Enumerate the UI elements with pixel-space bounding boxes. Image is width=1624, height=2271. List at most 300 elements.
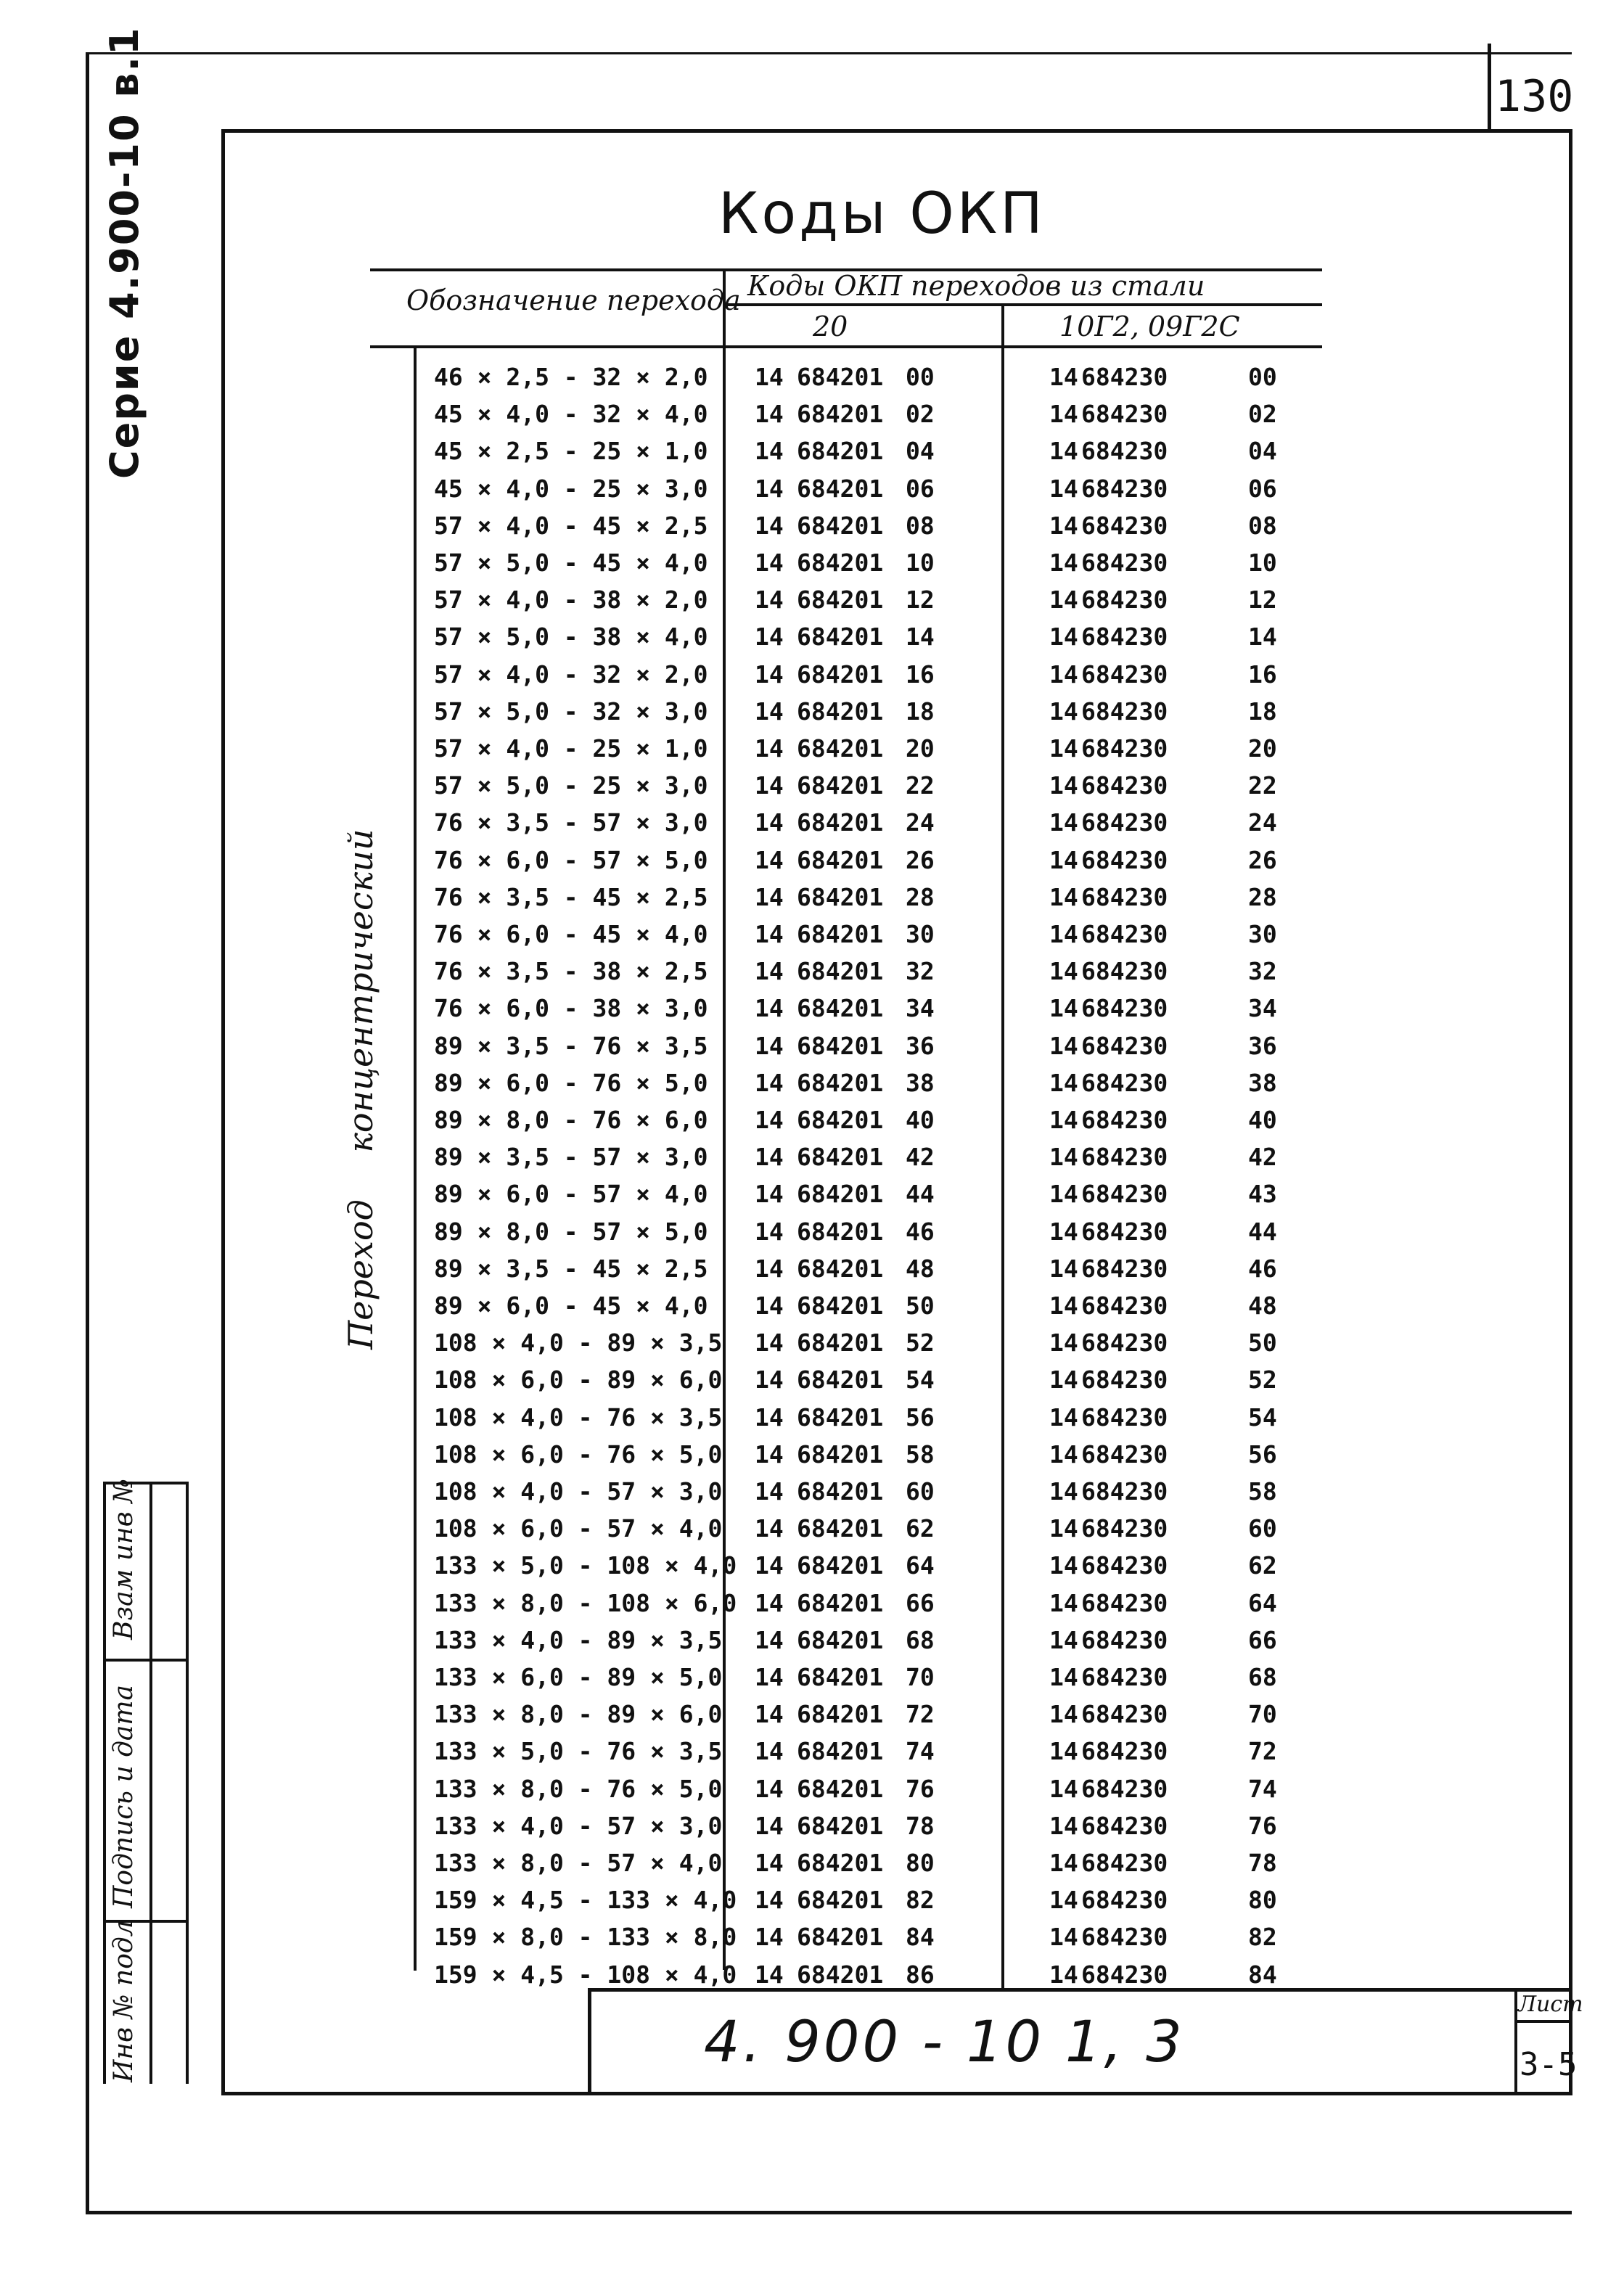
row-code-b-base: 684230 — [1081, 363, 1168, 391]
row-code-a-base: 684201 — [797, 1663, 884, 1691]
row-code-a-base: 684201 — [797, 845, 884, 874]
row-code-b-prefix: 14 — [1049, 1366, 1078, 1395]
row-code-b-base: 684230 — [1081, 1923, 1168, 1952]
row-code-b-base: 684230 — [1081, 1403, 1168, 1432]
row-designation: 89 × 3,5 - 45 × 2,5 — [434, 1254, 708, 1283]
row-code-a-suffix: 28 — [906, 882, 935, 911]
header-designation: Обозначение перехода — [406, 284, 741, 316]
row-code-b-base: 684230 — [1081, 511, 1168, 540]
row-code-a-prefix: 14 — [755, 400, 784, 429]
row-code-b-suffix: 16 — [1248, 660, 1277, 689]
row-code-a-prefix: 14 — [755, 1588, 784, 1617]
row-code-a-base: 684201 — [797, 1514, 884, 1543]
row-code-b-suffix: 40 — [1248, 1106, 1277, 1134]
row-code-b-prefix: 14 — [1049, 957, 1078, 986]
row-code-b-base: 684230 — [1081, 1217, 1168, 1246]
row-code-a-base: 684201 — [797, 1366, 884, 1395]
row-code-b-prefix: 14 — [1049, 882, 1078, 911]
row-code-a-suffix: 52 — [906, 1328, 935, 1358]
row-code-a-suffix: 64 — [906, 1551, 935, 1580]
row-code-a-base: 684201 — [797, 1328, 884, 1358]
row-designation: 76 × 6,0 - 57 × 5,0 — [434, 845, 708, 874]
row-code-a-prefix: 14 — [755, 1514, 784, 1543]
row-code-b-suffix: 76 — [1248, 1811, 1277, 1840]
row-code-a-suffix: 32 — [906, 957, 935, 986]
row-code-b-prefix: 14 — [1049, 1068, 1078, 1097]
row-code-b-suffix: 56 — [1248, 1440, 1277, 1469]
row-designation: 133 × 5,0 - 108 × 4,0 — [434, 1551, 737, 1580]
row-code-a-base: 684201 — [797, 1849, 884, 1877]
row-code-a-prefix: 14 — [755, 1143, 784, 1172]
row-code-a-prefix: 14 — [755, 1031, 784, 1060]
row-code-a-base: 684201 — [797, 994, 884, 1023]
row-designation: 133 × 8,0 - 108 × 6,0 — [434, 1588, 737, 1617]
row-code-b-prefix: 14 — [1049, 1143, 1078, 1172]
row-code-b-prefix: 14 — [1049, 734, 1078, 763]
row-code-a-base: 684201 — [797, 920, 884, 948]
row-code-a-suffix: 38 — [906, 1068, 935, 1097]
row-code-b-base: 684230 — [1081, 1625, 1168, 1654]
drawing-frame — [221, 129, 1572, 2095]
row-designation: 133 × 4,0 - 89 × 3,5 — [434, 1625, 723, 1654]
row-code-a-base: 684201 — [797, 1477, 884, 1506]
row-code-a-suffix: 82 — [906, 1886, 935, 1915]
row-code-b-suffix: 02 — [1248, 400, 1277, 429]
row-code-b-base: 684230 — [1081, 771, 1168, 800]
row-code-a-suffix: 46 — [906, 1217, 935, 1246]
row-code-a-base: 684201 — [797, 1440, 884, 1469]
row-code-b-prefix: 14 — [1049, 1625, 1078, 1654]
sheet-number-rule — [1514, 2020, 1572, 2023]
row-code-b-suffix: 14 — [1248, 623, 1277, 652]
row-code-b-prefix: 14 — [1049, 1477, 1078, 1506]
row-code-a-prefix: 14 — [755, 1737, 784, 1766]
row-code-b-base: 684230 — [1081, 1737, 1168, 1766]
row-designation: 89 × 6,0 - 76 × 5,0 — [434, 1068, 708, 1097]
row-code-b-suffix: 66 — [1248, 1625, 1277, 1654]
row-code-b-base: 684230 — [1081, 1366, 1168, 1395]
row-code-a-prefix: 14 — [755, 1923, 784, 1952]
row-code-b-base: 684230 — [1081, 1477, 1168, 1506]
row-code-b-prefix: 14 — [1049, 1254, 1078, 1283]
row-code-b-prefix: 14 — [1049, 771, 1078, 800]
row-code-a-base: 684201 — [797, 1923, 884, 1952]
row-code-b-prefix: 14 — [1049, 1328, 1078, 1358]
row-code-b-base: 684230 — [1081, 1663, 1168, 1691]
row-code-b-suffix: 52 — [1248, 1366, 1277, 1395]
row-code-b-prefix: 14 — [1049, 1700, 1078, 1729]
row-code-a-base: 684201 — [797, 1774, 884, 1803]
row-code-a-base: 684201 — [797, 1700, 884, 1729]
row-code-b-suffix: 24 — [1248, 808, 1277, 837]
group-label: Переход концентрический — [341, 829, 380, 1350]
row-code-b-base: 684230 — [1081, 623, 1168, 652]
row-code-b-suffix: 32 — [1248, 957, 1277, 986]
row-code-b-base: 684230 — [1081, 437, 1168, 466]
row-designation: 108 × 4,0 - 57 × 3,0 — [434, 1477, 723, 1506]
row-code-b-suffix: 54 — [1248, 1403, 1277, 1432]
row-code-b-suffix: 44 — [1248, 1217, 1277, 1246]
row-code-b-base: 684230 — [1081, 1180, 1168, 1209]
row-designation: 133 × 8,0 - 89 × 6,0 — [434, 1700, 723, 1729]
row-code-b-base: 684230 — [1081, 1143, 1168, 1172]
row-code-a-prefix: 14 — [755, 1477, 784, 1506]
row-code-b-base: 684230 — [1081, 1106, 1168, 1134]
row-code-a-prefix: 14 — [755, 1774, 784, 1803]
group-divider — [414, 345, 417, 1971]
row-code-a-prefix: 14 — [755, 994, 784, 1023]
row-code-b-base: 684230 — [1081, 1700, 1168, 1729]
row-code-a-suffix: 60 — [906, 1477, 935, 1506]
row-code-a-suffix: 20 — [906, 734, 935, 763]
row-code-a-base: 684201 — [797, 697, 884, 726]
row-code-a-suffix: 74 — [906, 1737, 935, 1766]
row-code-a-prefix: 14 — [755, 1291, 784, 1320]
row-code-a-base: 684201 — [797, 1811, 884, 1840]
row-code-b-prefix: 14 — [1049, 1663, 1078, 1691]
row-code-b-base: 684230 — [1081, 808, 1168, 837]
header-codes-title: Коды ОКП переходов из стали — [747, 270, 1205, 302]
row-code-a-prefix: 14 — [755, 1328, 784, 1358]
row-code-b-prefix: 14 — [1049, 1514, 1078, 1543]
row-code-a-prefix: 14 — [755, 697, 784, 726]
row-code-a-base: 684201 — [797, 808, 884, 837]
row-code-a-base: 684201 — [797, 1625, 884, 1654]
row-designation: 89 × 8,0 - 76 × 6,0 — [434, 1106, 708, 1134]
row-designation: 57 × 4,0 - 38 × 2,0 — [434, 586, 708, 615]
row-code-a-prefix: 14 — [755, 1068, 784, 1097]
row-code-b-suffix: 10 — [1248, 549, 1277, 577]
row-code-b-prefix: 14 — [1049, 1774, 1078, 1803]
column-divider-a — [723, 268, 726, 1970]
row-code-b-base: 684230 — [1081, 1328, 1168, 1358]
row-designation: 57 × 5,0 - 32 × 3,0 — [434, 697, 708, 726]
row-code-b-suffix: 22 — [1248, 771, 1277, 800]
row-code-b-prefix: 14 — [1049, 511, 1078, 540]
row-designation: 57 × 4,0 - 32 × 2,0 — [434, 660, 708, 689]
row-designation: 133 × 8,0 - 76 × 5,0 — [434, 1774, 723, 1803]
row-code-a-suffix: 58 — [906, 1440, 935, 1469]
row-code-b-base: 684230 — [1081, 1254, 1168, 1283]
row-code-a-suffix: 48 — [906, 1254, 935, 1283]
column-divider-b — [1001, 303, 1004, 1990]
row-designation: 108 × 6,0 - 89 × 6,0 — [434, 1366, 723, 1395]
row-code-b-suffix: 28 — [1248, 882, 1277, 911]
row-code-a-base: 684201 — [797, 1106, 884, 1134]
row-code-b-prefix: 14 — [1049, 845, 1078, 874]
row-code-b-suffix: 58 — [1248, 1477, 1277, 1506]
row-designation: 76 × 6,0 - 38 × 3,0 — [434, 994, 708, 1023]
row-code-b-suffix: 84 — [1248, 1960, 1277, 1989]
row-code-a-prefix: 14 — [755, 1625, 784, 1654]
row-code-b-suffix: 72 — [1248, 1737, 1277, 1766]
series-label: Серие 4.900-10 в.1 — [102, 26, 147, 479]
row-code-a-suffix: 54 — [906, 1366, 935, 1395]
row-code-a-prefix: 14 — [755, 660, 784, 689]
row-code-a-suffix: 76 — [906, 1774, 935, 1803]
row-code-b-base: 684230 — [1081, 660, 1168, 689]
row-code-b-suffix: 38 — [1248, 1068, 1277, 1097]
row-code-b-base: 684230 — [1081, 957, 1168, 986]
row-code-b-base: 684230 — [1081, 586, 1168, 615]
row-code-a-prefix: 14 — [755, 437, 784, 466]
row-code-a-prefix: 14 — [755, 845, 784, 874]
page-number: 130 — [1495, 71, 1574, 122]
header-steel-10g2: 10Г2, 09Г2С — [1059, 311, 1240, 342]
row-code-b-suffix: 82 — [1248, 1923, 1277, 1952]
row-code-b-suffix: 48 — [1248, 1291, 1277, 1320]
row-code-a-prefix: 14 — [755, 1551, 784, 1580]
row-code-b-suffix: 36 — [1248, 1031, 1277, 1060]
row-code-a-prefix: 14 — [755, 920, 784, 948]
row-code-b-prefix: 14 — [1049, 1960, 1078, 1989]
row-code-b-prefix: 14 — [1049, 1440, 1078, 1469]
row-code-b-suffix: 68 — [1248, 1663, 1277, 1691]
row-code-b-prefix: 14 — [1049, 549, 1078, 577]
row-code-a-prefix: 14 — [755, 1440, 784, 1469]
row-code-a-prefix: 14 — [755, 511, 784, 540]
row-code-b-base: 684230 — [1081, 1291, 1168, 1320]
row-code-b-prefix: 14 — [1049, 994, 1078, 1023]
page-title: Коды ОКП — [718, 181, 1046, 247]
row-designation: 108 × 4,0 - 76 × 3,5 — [434, 1403, 723, 1432]
row-code-b-suffix: 12 — [1248, 586, 1277, 615]
row-code-b-base: 684230 — [1081, 1811, 1168, 1840]
row-code-b-prefix: 14 — [1049, 1811, 1078, 1840]
sheet-label: Лист — [1518, 1992, 1583, 2017]
row-code-b-prefix: 14 — [1049, 1849, 1078, 1877]
row-code-b-suffix: 18 — [1248, 697, 1277, 726]
row-code-a-base: 684201 — [797, 957, 884, 986]
row-code-b-prefix: 14 — [1049, 697, 1078, 726]
row-code-a-suffix: 80 — [906, 1849, 935, 1877]
row-designation: 57 × 4,0 - 45 × 2,5 — [434, 511, 708, 540]
row-code-a-base: 684201 — [797, 623, 884, 652]
row-code-a-base: 684201 — [797, 1217, 884, 1246]
row-designation: 159 × 8,0 - 133 × 8,0 — [434, 1923, 737, 1952]
row-code-b-suffix: 42 — [1248, 1143, 1277, 1172]
row-designation: 45 × 4,0 - 25 × 3,0 — [434, 474, 708, 503]
row-code-a-base: 684201 — [797, 1143, 884, 1172]
row-code-b-suffix: 06 — [1248, 474, 1277, 503]
row-code-a-base: 684201 — [797, 1254, 884, 1283]
row-code-a-prefix: 14 — [755, 882, 784, 911]
row-designation: 108 × 4,0 - 89 × 3,5 — [434, 1328, 723, 1358]
row-designation: 133 × 4,0 - 57 × 3,0 — [434, 1811, 723, 1840]
row-code-a-base: 684201 — [797, 734, 884, 763]
row-code-a-prefix: 14 — [755, 1217, 784, 1246]
row-code-a-suffix: 34 — [906, 994, 935, 1023]
row-code-a-base: 684201 — [797, 400, 884, 429]
row-code-b-prefix: 14 — [1049, 1217, 1078, 1246]
row-code-a-suffix: 42 — [906, 1143, 935, 1172]
row-code-a-base: 684201 — [797, 882, 884, 911]
row-code-b-prefix: 14 — [1049, 808, 1078, 837]
row-designation: 45 × 2,5 - 25 × 1,0 — [434, 437, 708, 466]
row-code-b-base: 684230 — [1081, 734, 1168, 763]
row-code-b-base: 684230 — [1081, 994, 1168, 1023]
row-code-b-base: 684230 — [1081, 697, 1168, 726]
row-designation: 46 × 2,5 - 32 × 2,0 — [434, 363, 708, 391]
row-code-b-prefix: 14 — [1049, 1106, 1078, 1134]
row-code-b-prefix: 14 — [1049, 1737, 1078, 1766]
row-code-a-prefix: 14 — [755, 957, 784, 986]
row-designation: 76 × 3,5 - 57 × 3,0 — [434, 808, 708, 837]
row-code-a-suffix: 62 — [906, 1514, 935, 1543]
row-code-b-suffix: 04 — [1248, 437, 1277, 466]
row-code-a-suffix: 68 — [906, 1625, 935, 1654]
row-code-b-suffix: 80 — [1248, 1886, 1277, 1915]
row-code-b-base: 684230 — [1081, 1551, 1168, 1580]
row-code-a-suffix: 16 — [906, 660, 935, 689]
row-code-b-prefix: 14 — [1049, 623, 1078, 652]
row-code-a-base: 684201 — [797, 363, 884, 391]
row-code-b-base: 684230 — [1081, 920, 1168, 948]
row-code-b-base: 684230 — [1081, 882, 1168, 911]
row-code-b-suffix: 64 — [1248, 1588, 1277, 1617]
row-code-b-base: 684230 — [1081, 1514, 1168, 1543]
row-code-a-suffix: 00 — [906, 363, 935, 391]
row-designation: 133 × 5,0 - 76 × 3,5 — [434, 1737, 723, 1766]
row-code-b-prefix: 14 — [1049, 400, 1078, 429]
row-designation: 89 × 3,5 - 76 × 3,5 — [434, 1031, 708, 1060]
row-code-b-base: 684230 — [1081, 1960, 1168, 1989]
row-code-a-prefix: 14 — [755, 623, 784, 652]
row-code-b-suffix: 70 — [1248, 1700, 1277, 1729]
row-code-a-prefix: 14 — [755, 1886, 784, 1915]
row-code-a-base: 684201 — [797, 1291, 884, 1320]
row-code-b-suffix: 78 — [1248, 1849, 1277, 1877]
row-code-a-suffix: 02 — [906, 400, 935, 429]
document-code: 4. 900 - 10 1, 3 — [704, 2010, 1185, 2075]
row-code-a-prefix: 14 — [755, 808, 784, 837]
row-code-a-prefix: 14 — [755, 549, 784, 577]
row-code-a-suffix: 40 — [906, 1106, 935, 1134]
row-code-b-base: 684230 — [1081, 1774, 1168, 1803]
row-code-b-prefix: 14 — [1049, 1588, 1078, 1617]
row-designation: 89 × 3,5 - 57 × 3,0 — [434, 1143, 708, 1172]
row-code-b-prefix: 14 — [1049, 363, 1078, 391]
row-designation: 57 × 5,0 - 45 × 4,0 — [434, 549, 708, 577]
row-designation: 89 × 6,0 - 45 × 4,0 — [434, 1291, 708, 1320]
row-designation: 76 × 3,5 - 38 × 2,5 — [434, 957, 708, 986]
row-code-a-suffix: 86 — [906, 1960, 935, 1989]
row-designation: 108 × 6,0 - 57 × 4,0 — [434, 1514, 723, 1543]
row-designation: 89 × 6,0 - 57 × 4,0 — [434, 1180, 708, 1209]
row-code-a-base: 684201 — [797, 511, 884, 540]
row-code-a-base: 684201 — [797, 1886, 884, 1915]
row-code-a-base: 684201 — [797, 1551, 884, 1580]
row-code-a-base: 684201 — [797, 586, 884, 615]
strip-divider — [149, 1484, 152, 2084]
row-code-b-suffix: 30 — [1248, 920, 1277, 948]
row-code-a-base: 684201 — [797, 660, 884, 689]
row-designation: 133 × 8,0 - 57 × 4,0 — [434, 1849, 723, 1877]
row-code-a-prefix: 14 — [755, 363, 784, 391]
row-code-b-prefix: 14 — [1049, 1180, 1078, 1209]
row-designation: 57 × 5,0 - 38 × 4,0 — [434, 623, 708, 652]
row-code-b-prefix: 14 — [1049, 1923, 1078, 1952]
sheet-number: 3-5 — [1520, 2046, 1578, 2083]
row-code-a-prefix: 14 — [755, 1366, 784, 1395]
row-code-b-prefix: 14 — [1049, 1886, 1078, 1915]
row-code-b-suffix: 62 — [1248, 1551, 1277, 1580]
header-mid-rule — [726, 303, 1322, 306]
row-code-b-base: 684230 — [1081, 400, 1168, 429]
row-designation: 45 × 4,0 - 32 × 4,0 — [434, 400, 708, 429]
row-code-b-suffix: 43 — [1248, 1180, 1277, 1209]
row-code-a-prefix: 14 — [755, 771, 784, 800]
row-designation: 89 × 8,0 - 57 × 5,0 — [434, 1217, 708, 1246]
row-code-b-base: 684230 — [1081, 1886, 1168, 1915]
row-code-b-prefix: 14 — [1049, 437, 1078, 466]
row-code-b-suffix: 74 — [1248, 1774, 1277, 1803]
row-code-b-suffix: 34 — [1248, 994, 1277, 1023]
row-code-b-prefix: 14 — [1049, 1551, 1078, 1580]
row-code-a-base: 684201 — [797, 437, 884, 466]
row-code-a-base: 684201 — [797, 1737, 884, 1766]
strip-row-divider — [106, 1659, 186, 1662]
row-code-a-prefix: 14 — [755, 734, 784, 763]
row-designation: 76 × 3,5 - 45 × 2,5 — [434, 882, 708, 911]
row-code-a-base: 684201 — [797, 1031, 884, 1060]
row-code-b-suffix: 20 — [1248, 734, 1277, 763]
row-code-b-suffix: 46 — [1248, 1254, 1277, 1283]
row-code-a-prefix: 14 — [755, 1960, 784, 1989]
row-code-a-base: 684201 — [797, 1960, 884, 1989]
row-designation: 57 × 5,0 - 25 × 3,0 — [434, 771, 708, 800]
row-code-b-suffix: 00 — [1248, 363, 1277, 391]
row-code-b-prefix: 14 — [1049, 1403, 1078, 1432]
row-code-a-suffix: 18 — [906, 697, 935, 726]
row-code-a-suffix: 14 — [906, 623, 935, 652]
row-code-a-suffix: 78 — [906, 1811, 935, 1840]
row-code-b-prefix: 14 — [1049, 920, 1078, 948]
row-designation: 76 × 6,0 - 45 × 4,0 — [434, 920, 708, 948]
row-code-a-suffix: 06 — [906, 474, 935, 503]
row-code-a-base: 684201 — [797, 771, 884, 800]
row-code-a-base: 684201 — [797, 1068, 884, 1097]
row-code-b-prefix: 14 — [1049, 660, 1078, 689]
header-bottom-rule — [370, 345, 1322, 348]
row-code-b-suffix: 60 — [1248, 1514, 1277, 1543]
row-designation: 57 × 4,0 - 25 × 1,0 — [434, 734, 708, 763]
row-code-a-suffix: 04 — [906, 437, 935, 466]
row-code-b-suffix: 26 — [1248, 845, 1277, 874]
row-code-b-base: 684230 — [1081, 1440, 1168, 1469]
row-code-a-prefix: 14 — [755, 474, 784, 503]
row-code-b-base: 684230 — [1081, 1031, 1168, 1060]
row-code-a-suffix: 26 — [906, 845, 935, 874]
row-code-a-prefix: 14 — [755, 1811, 784, 1840]
row-code-a-suffix: 22 — [906, 771, 935, 800]
row-designation: 159 × 4,5 - 108 × 4,0 — [434, 1960, 737, 1989]
row-code-a-base: 684201 — [797, 549, 884, 577]
row-code-b-base: 684230 — [1081, 549, 1168, 577]
row-code-a-suffix: 30 — [906, 920, 935, 948]
row-code-a-suffix: 10 — [906, 549, 935, 577]
row-code-a-prefix: 14 — [755, 1700, 784, 1729]
row-code-a-suffix: 70 — [906, 1663, 935, 1691]
row-code-a-prefix: 14 — [755, 1180, 784, 1209]
row-code-a-prefix: 14 — [755, 1254, 784, 1283]
row-code-b-prefix: 14 — [1049, 1291, 1078, 1320]
strip-label-replacement: Взам инв № — [109, 1478, 139, 1640]
row-code-a-base: 684201 — [797, 1403, 884, 1432]
row-code-b-base: 684230 — [1081, 474, 1168, 503]
row-code-b-suffix: 08 — [1248, 511, 1277, 540]
row-code-a-prefix: 14 — [755, 1106, 784, 1134]
